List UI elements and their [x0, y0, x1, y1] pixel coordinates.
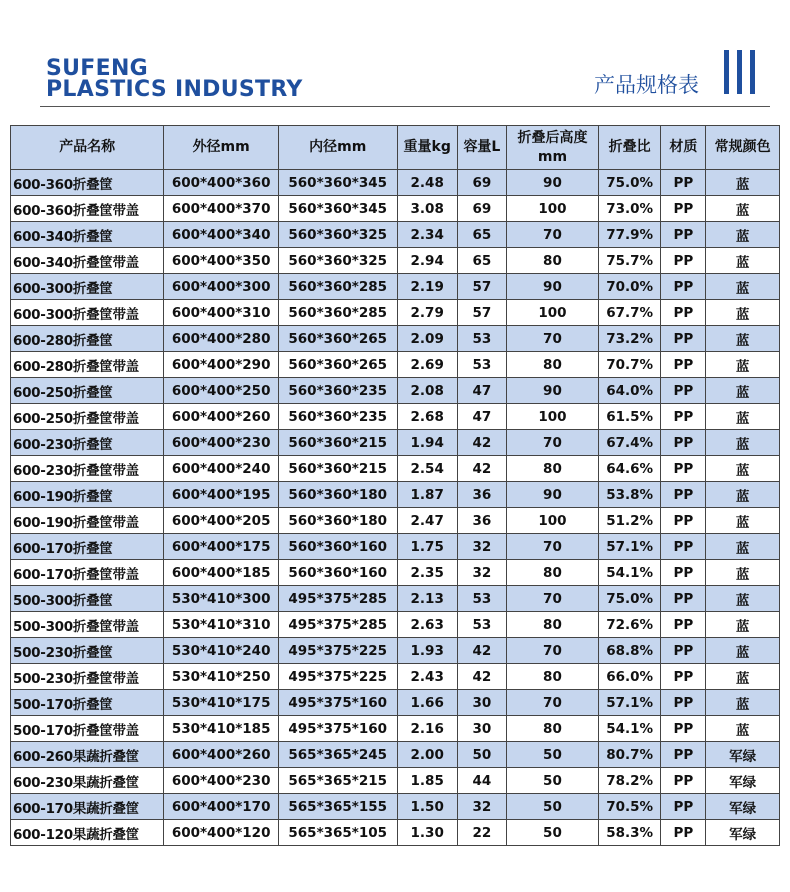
table-cell: 600*400*340: [164, 222, 279, 248]
table-cell: 560*360*215: [278, 456, 397, 482]
table-cell: 50: [506, 742, 598, 768]
table-cell: 42: [457, 638, 506, 664]
table-cell: 560*360*160: [278, 534, 397, 560]
table-cell: 30: [457, 690, 506, 716]
table-row: [11, 638, 780, 664]
table-cell: 1.75: [397, 534, 457, 560]
table-cell: 560*360*265: [278, 326, 397, 352]
table-cell: 50: [506, 794, 598, 820]
table-cell: 530*410*300: [164, 586, 279, 612]
table-cell: 560*360*265: [278, 352, 397, 378]
table-cell: 2.34: [397, 222, 457, 248]
table-cell: 600-300折叠筐带盖: [11, 300, 164, 326]
table-cell: 蓝: [706, 326, 780, 352]
table-cell: PP: [661, 430, 706, 456]
table-cell: 军绿: [706, 794, 780, 820]
table-cell: 560*360*285: [278, 300, 397, 326]
table-cell: 495*375*285: [278, 586, 397, 612]
table-cell: 70: [506, 534, 598, 560]
table-cell: 蓝: [706, 586, 780, 612]
table-body: [11, 170, 780, 846]
table-cell: 军绿: [706, 768, 780, 794]
table-cell: 90: [506, 274, 598, 300]
table-cell: 2.48: [397, 170, 457, 196]
table-row: [11, 430, 780, 456]
table-cell: 495*375*225: [278, 638, 397, 664]
table-row: [11, 248, 780, 274]
table-cell: PP: [661, 768, 706, 794]
table-cell: 蓝: [706, 352, 780, 378]
table-cell: 600*400*300: [164, 274, 279, 300]
table-row: [11, 196, 780, 222]
table-cell: 75.0%: [598, 586, 660, 612]
table-cell: PP: [661, 664, 706, 690]
table-cell: PP: [661, 352, 706, 378]
table-cell: 500-170折叠筐: [11, 690, 164, 716]
table-cell: PP: [661, 274, 706, 300]
table-cell: 500-230折叠筐: [11, 638, 164, 664]
table-row: [11, 820, 780, 846]
table-cell: 80: [506, 456, 598, 482]
header-divider: [40, 106, 770, 107]
table-cell: 蓝: [706, 690, 780, 716]
table-cell: 61.5%: [598, 404, 660, 430]
table-cell: 600*400*195: [164, 482, 279, 508]
table-cell: 22: [457, 820, 506, 846]
table-cell: 2.54: [397, 456, 457, 482]
table-cell: 600*400*280: [164, 326, 279, 352]
table-cell: 600*400*205: [164, 508, 279, 534]
table-cell: 600*400*260: [164, 742, 279, 768]
table-cell: 78.2%: [598, 768, 660, 794]
table-cell: 600-280折叠筐: [11, 326, 164, 352]
column-header: 折叠后高度mm: [506, 126, 598, 170]
column-header: 常规颜色: [706, 126, 780, 170]
table-row: [11, 326, 780, 352]
table-cell: 600*400*120: [164, 820, 279, 846]
table-cell: 600*400*175: [164, 534, 279, 560]
table-cell: 600*400*230: [164, 768, 279, 794]
table-cell: 66.0%: [598, 664, 660, 690]
table-cell: 600-300折叠筐: [11, 274, 164, 300]
table-cell: 57: [457, 274, 506, 300]
table-cell: PP: [661, 508, 706, 534]
table-cell: 2.16: [397, 716, 457, 742]
table-cell: PP: [661, 586, 706, 612]
table-cell: PP: [661, 326, 706, 352]
table-cell: PP: [661, 820, 706, 846]
table-cell: 30: [457, 716, 506, 742]
table-cell: 50: [506, 820, 598, 846]
table-row: [11, 612, 780, 638]
table-cell: 600-170果蔬折叠筐: [11, 794, 164, 820]
table-row: [11, 274, 780, 300]
table-cell: 57.1%: [598, 690, 660, 716]
table-cell: 67.7%: [598, 300, 660, 326]
table-cell: 53: [457, 326, 506, 352]
table-cell: 80: [506, 664, 598, 690]
table-cell: 560*360*180: [278, 482, 397, 508]
table-cell: 蓝: [706, 430, 780, 456]
table-cell: 600-120果蔬折叠筐: [11, 820, 164, 846]
table-cell: 蓝: [706, 170, 780, 196]
table-cell: PP: [661, 534, 706, 560]
table-cell: 100: [506, 300, 598, 326]
table-cell: 560*360*325: [278, 222, 397, 248]
table-row: [11, 456, 780, 482]
table-cell: 54.1%: [598, 716, 660, 742]
table-row: [11, 534, 780, 560]
table-cell: 600*400*260: [164, 404, 279, 430]
table-cell: 2.94: [397, 248, 457, 274]
table-cell: 42: [457, 456, 506, 482]
brand-name-line1: SUFENG: [46, 56, 149, 81]
table-cell: PP: [661, 222, 706, 248]
table-cell: 75.0%: [598, 170, 660, 196]
table-cell: 600-260果蔬折叠筐: [11, 742, 164, 768]
table-cell: 1.66: [397, 690, 457, 716]
table-cell: 100: [506, 404, 598, 430]
table-cell: PP: [661, 248, 706, 274]
table-cell: 100: [506, 196, 598, 222]
table-row: [11, 222, 780, 248]
table-cell: 2.69: [397, 352, 457, 378]
table-cell: 600-170折叠筐: [11, 534, 164, 560]
table-cell: 80.7%: [598, 742, 660, 768]
table-cell: 67.4%: [598, 430, 660, 456]
table-cell: 1.93: [397, 638, 457, 664]
table-cell: 600-360折叠筐: [11, 170, 164, 196]
table-cell: 蓝: [706, 664, 780, 690]
table-cell: 1.87: [397, 482, 457, 508]
table-cell: 蓝: [706, 638, 780, 664]
table-cell: 2.00: [397, 742, 457, 768]
table-cell: 600-230折叠筐带盖: [11, 456, 164, 482]
table-cell: 80: [506, 352, 598, 378]
table-cell: 80: [506, 612, 598, 638]
table-cell: 2.13: [397, 586, 457, 612]
table-row: [11, 300, 780, 326]
column-header: 材质: [661, 126, 706, 170]
table-cell: 蓝: [706, 716, 780, 742]
table-cell: 50: [457, 742, 506, 768]
table-cell: 47: [457, 378, 506, 404]
table-cell: 蓝: [706, 222, 780, 248]
table-cell: 53.8%: [598, 482, 660, 508]
column-header: 产品名称: [11, 126, 164, 170]
table-cell: 600-360折叠筐带盖: [11, 196, 164, 222]
table-cell: 蓝: [706, 508, 780, 534]
column-header: 内径mm: [278, 126, 397, 170]
page-header: [0, 0, 790, 112]
triple-bar-icon: [724, 50, 764, 94]
table-cell: 2.08: [397, 378, 457, 404]
table-cell: 蓝: [706, 274, 780, 300]
table-cell: 53: [457, 586, 506, 612]
table-cell: 565*365*105: [278, 820, 397, 846]
table-row: [11, 690, 780, 716]
table-cell: 560*360*325: [278, 248, 397, 274]
table-cell: 1.94: [397, 430, 457, 456]
table-cell: 600-170折叠筐带盖: [11, 560, 164, 586]
table-cell: 600*400*370: [164, 196, 279, 222]
table-cell: 70: [506, 430, 598, 456]
table-cell: 80: [506, 560, 598, 586]
table-cell: 90: [506, 378, 598, 404]
table-cell: PP: [661, 716, 706, 742]
table-row: [11, 768, 780, 794]
table-cell: 600*400*230: [164, 430, 279, 456]
table-cell: 100: [506, 508, 598, 534]
table-cell: 600*400*360: [164, 170, 279, 196]
table-cell: PP: [661, 794, 706, 820]
table-cell: 560*360*345: [278, 196, 397, 222]
table-cell: 530*410*310: [164, 612, 279, 638]
table-cell: 90: [506, 170, 598, 196]
table-cell: 2.19: [397, 274, 457, 300]
table-cell: 蓝: [706, 248, 780, 274]
table-cell: 53: [457, 612, 506, 638]
table-cell: 54.1%: [598, 560, 660, 586]
table-cell: PP: [661, 300, 706, 326]
table-cell: 560*360*215: [278, 430, 397, 456]
table-cell: 53: [457, 352, 506, 378]
table-cell: 600*400*170: [164, 794, 279, 820]
table-cell: 600*400*240: [164, 456, 279, 482]
table-cell: 69: [457, 196, 506, 222]
table-cell: 2.35: [397, 560, 457, 586]
table-cell: 530*410*185: [164, 716, 279, 742]
table-cell: 1.50: [397, 794, 457, 820]
table-cell: 蓝: [706, 456, 780, 482]
table-row: [11, 742, 780, 768]
table-row: [11, 664, 780, 690]
table-cell: 565*365*245: [278, 742, 397, 768]
table-cell: 600*400*185: [164, 560, 279, 586]
table-cell: 36: [457, 482, 506, 508]
table-cell: 57: [457, 300, 506, 326]
table-cell: 1.85: [397, 768, 457, 794]
table-cell: 蓝: [706, 482, 780, 508]
table-header-row: [11, 126, 780, 170]
table-cell: 68.8%: [598, 638, 660, 664]
table-cell: 50: [506, 768, 598, 794]
table-cell: 1.30: [397, 820, 457, 846]
table-cell: 70.7%: [598, 352, 660, 378]
column-header: 重量kg: [397, 126, 457, 170]
table-cell: 495*375*285: [278, 612, 397, 638]
table-cell: 70: [506, 222, 598, 248]
table-cell: 560*360*180: [278, 508, 397, 534]
table-cell: PP: [661, 456, 706, 482]
table-cell: 73.0%: [598, 196, 660, 222]
table-cell: 560*360*235: [278, 378, 397, 404]
table-cell: 75.7%: [598, 248, 660, 274]
table-cell: 600-230果蔬折叠筐: [11, 768, 164, 794]
table-cell: 2.79: [397, 300, 457, 326]
table-cell: 蓝: [706, 612, 780, 638]
table-cell: 42: [457, 430, 506, 456]
table-row: [11, 170, 780, 196]
table-cell: PP: [661, 742, 706, 768]
table-cell: 600-190折叠筐带盖: [11, 508, 164, 534]
table-cell: 560*360*345: [278, 170, 397, 196]
table-cell: 蓝: [706, 560, 780, 586]
table-cell: 530*410*240: [164, 638, 279, 664]
table-cell: 72.6%: [598, 612, 660, 638]
table-row: [11, 716, 780, 742]
table-cell: 69: [457, 170, 506, 196]
table-cell: 32: [457, 534, 506, 560]
table-row: [11, 586, 780, 612]
table-cell: PP: [661, 638, 706, 664]
table-cell: 70: [506, 326, 598, 352]
table-cell: 蓝: [706, 300, 780, 326]
table-row: [11, 560, 780, 586]
table-cell: 600*400*250: [164, 378, 279, 404]
table-cell: PP: [661, 404, 706, 430]
table-cell: 90: [506, 482, 598, 508]
table-cell: 600-340折叠筐带盖: [11, 248, 164, 274]
table-cell: PP: [661, 612, 706, 638]
table-cell: 2.09: [397, 326, 457, 352]
table-cell: 600-190折叠筐: [11, 482, 164, 508]
table-cell: 560*360*160: [278, 560, 397, 586]
table-cell: 2.63: [397, 612, 457, 638]
table-cell: 600*400*350: [164, 248, 279, 274]
table-cell: PP: [661, 560, 706, 586]
table-cell: 51.2%: [598, 508, 660, 534]
brand-logo: [46, 58, 303, 100]
table-cell: PP: [661, 690, 706, 716]
table-cell: 495*375*160: [278, 716, 397, 742]
table-cell: 600-280折叠筐带盖: [11, 352, 164, 378]
table-row: [11, 352, 780, 378]
table-cell: 565*365*155: [278, 794, 397, 820]
table-cell: 70.0%: [598, 274, 660, 300]
document-title: 产品规格表: [594, 73, 699, 97]
table-cell: 47: [457, 404, 506, 430]
table-cell: 600*400*290: [164, 352, 279, 378]
table-cell: 530*410*175: [164, 690, 279, 716]
column-header: 容量L: [457, 126, 506, 170]
table-cell: 500-170折叠筐带盖: [11, 716, 164, 742]
table-row: [11, 482, 780, 508]
table-cell: 2.47: [397, 508, 457, 534]
table-cell: 65: [457, 248, 506, 274]
table-cell: 565*365*215: [278, 768, 397, 794]
column-header: 外径mm: [164, 126, 279, 170]
table-cell: 2.68: [397, 404, 457, 430]
table-cell: 530*410*250: [164, 664, 279, 690]
table-cell: 600-250折叠筐带盖: [11, 404, 164, 430]
table-cell: 32: [457, 794, 506, 820]
table-cell: 70: [506, 586, 598, 612]
table-cell: 495*375*160: [278, 690, 397, 716]
table-cell: 600-250折叠筐: [11, 378, 164, 404]
table-cell: 64.6%: [598, 456, 660, 482]
table-cell: 600-340折叠筐: [11, 222, 164, 248]
table-cell: 军绿: [706, 820, 780, 846]
table-cell: 80: [506, 716, 598, 742]
table-cell: PP: [661, 170, 706, 196]
table-cell: 42: [457, 664, 506, 690]
table-row: [11, 794, 780, 820]
table-cell: 57.1%: [598, 534, 660, 560]
table-cell: 32: [457, 560, 506, 586]
table-cell: 军绿: [706, 742, 780, 768]
table-cell: PP: [661, 482, 706, 508]
table-cell: 70.5%: [598, 794, 660, 820]
table-cell: 495*375*225: [278, 664, 397, 690]
table-cell: PP: [661, 378, 706, 404]
spec-table: [10, 125, 780, 846]
table-cell: PP: [661, 196, 706, 222]
table-row: [11, 378, 780, 404]
table-row: [11, 508, 780, 534]
table-cell: 560*360*235: [278, 404, 397, 430]
table-cell: 73.2%: [598, 326, 660, 352]
table-cell: 600-230折叠筐: [11, 430, 164, 456]
table-cell: 500-230折叠筐带盖: [11, 664, 164, 690]
table-cell: 蓝: [706, 534, 780, 560]
table-cell: 500-300折叠筐: [11, 586, 164, 612]
table-cell: 36: [457, 508, 506, 534]
table-cell: 蓝: [706, 404, 780, 430]
brand-name-line2: PLASTICS INDUSTRY: [46, 77, 303, 102]
table-cell: 3.08: [397, 196, 457, 222]
table-cell: 65: [457, 222, 506, 248]
table-cell: 44: [457, 768, 506, 794]
table-cell: 500-300折叠筐带盖: [11, 612, 164, 638]
table-cell: 蓝: [706, 196, 780, 222]
table-cell: 70: [506, 690, 598, 716]
table-cell: 77.9%: [598, 222, 660, 248]
table-cell: 蓝: [706, 378, 780, 404]
table-cell: 70: [506, 638, 598, 664]
table-cell: 560*360*285: [278, 274, 397, 300]
column-header: 折叠比: [598, 126, 660, 170]
table-cell: 2.43: [397, 664, 457, 690]
table-cell: 64.0%: [598, 378, 660, 404]
table-cell: 58.3%: [598, 820, 660, 846]
table-cell: 80: [506, 248, 598, 274]
table-row: [11, 404, 780, 430]
table-cell: 600*400*310: [164, 300, 279, 326]
